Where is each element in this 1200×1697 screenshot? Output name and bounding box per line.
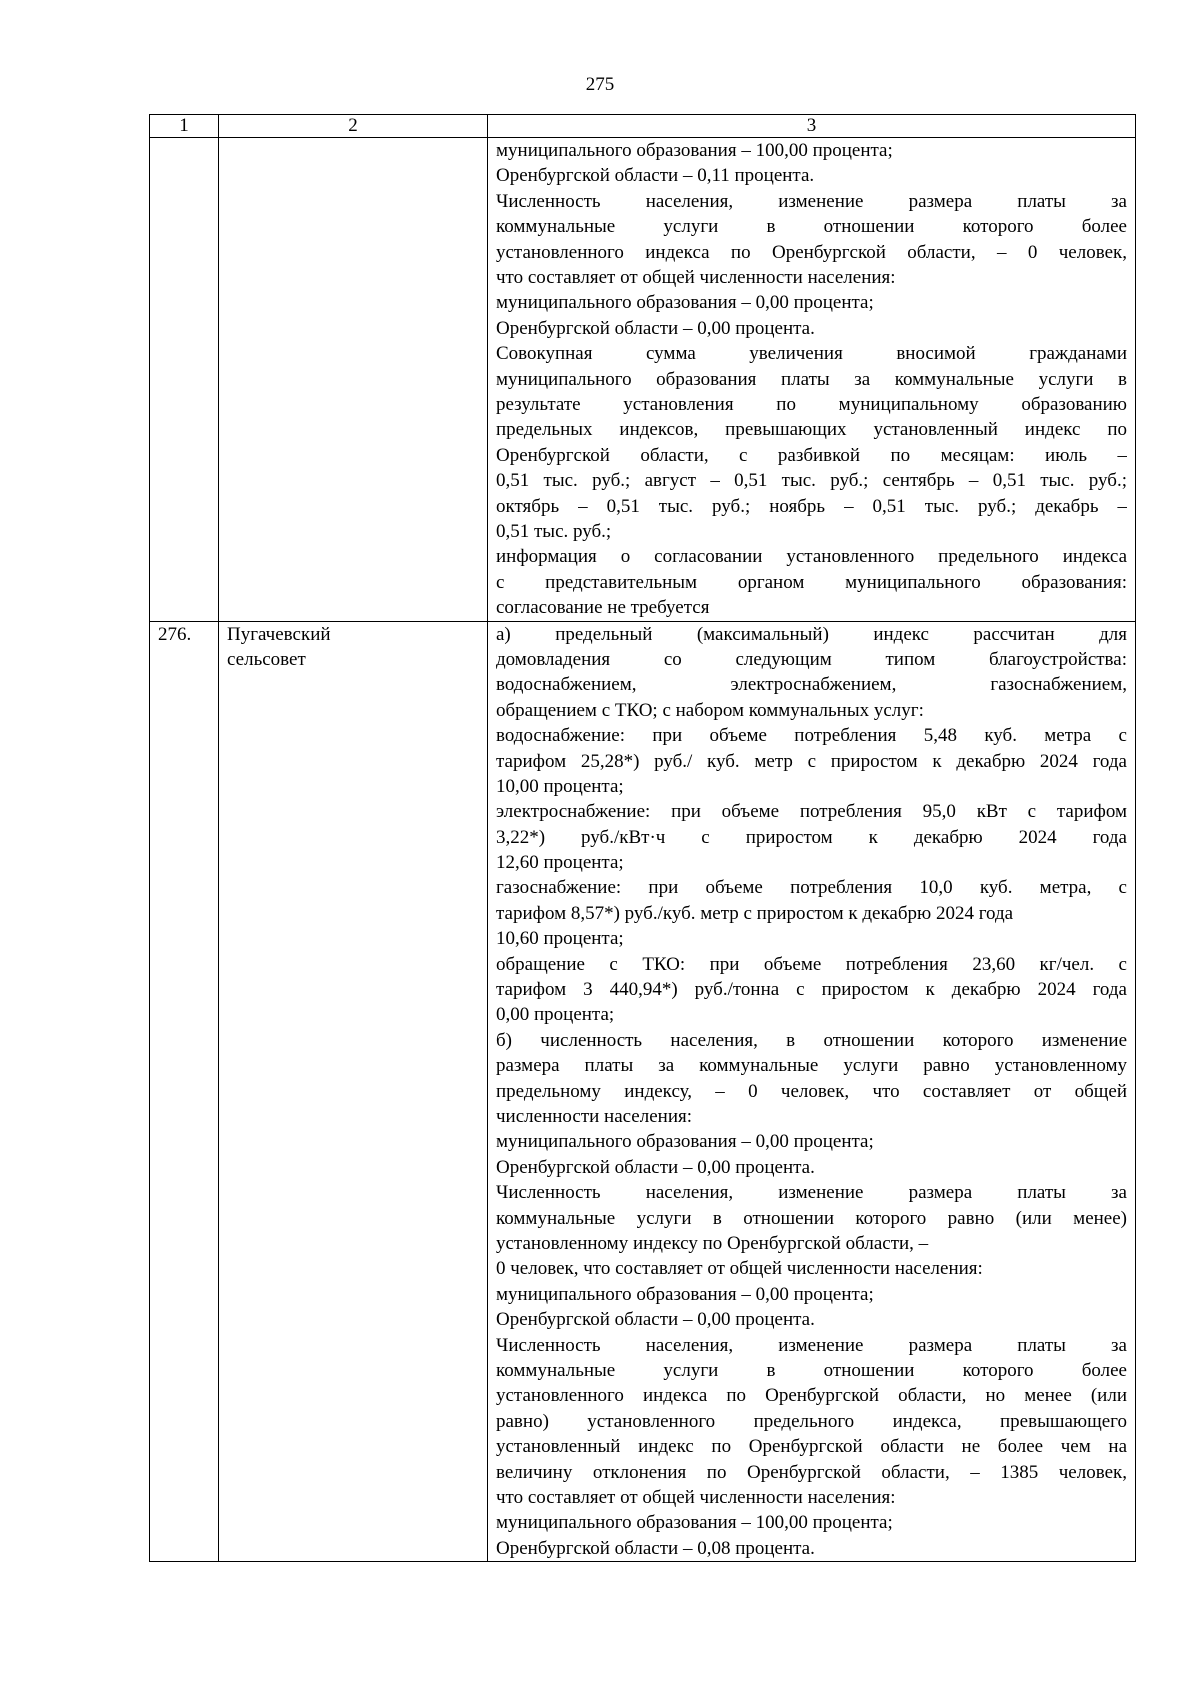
- text-line: 10,60 процента;: [496, 928, 624, 950]
- text-line: водоснабжение: при объеме потребления 5,48 куб. метра с: [496, 725, 1127, 747]
- text-line: Совокупная сумма увеличения вносимой гражданами: [496, 343, 1127, 365]
- description-cell: [488, 621, 1136, 1562]
- text-line: с представительным органом муниципального образования:: [496, 571, 1127, 593]
- text-line: коммунальные услуги в отношении которого равно (или менее): [496, 1207, 1127, 1229]
- text-line: согласование не требуется: [496, 597, 710, 619]
- text-line: установленному индексу по Оренбургской области, –: [496, 1233, 929, 1255]
- text-line: водоснабжением, электроснабжением, газоснабжением,: [496, 674, 1127, 696]
- text-line: Оренбургской области – 0,00 процента.: [496, 317, 815, 339]
- text-line: муниципального образования – 0,00 процента;: [496, 292, 874, 314]
- text-line: а) предельный (максимальный) индекс рассчитан для: [496, 623, 1127, 645]
- text-line: результате установления по муниципальному образованию: [496, 393, 1127, 415]
- text-line: размера платы за коммунальные услуги равно установленному: [496, 1055, 1127, 1077]
- text-line: Оренбургской области, с разбивкой по месяцам: июль –: [496, 444, 1127, 466]
- text-line: Оренбургской области – 0,08 процента.: [496, 1537, 815, 1559]
- text-line: 0,51 тыс. руб.;: [496, 520, 612, 542]
- text-line: информация о согласовании установленного предельного индекса: [496, 546, 1127, 568]
- text-line: 12,60 процента;: [496, 852, 624, 874]
- text-line: установленного индекса по Оренбургской области, но менее (или: [496, 1385, 1127, 1407]
- text-line: тарифом 3 440,94*) руб./тонна с приростом к декабрю 2024 года: [496, 979, 1127, 1001]
- municipality-name-line: Пугачевский: [227, 623, 331, 645]
- text-line: муниципального образования – 100,00 процента;: [496, 140, 893, 161]
- text-line: Численность населения, изменение размера платы за: [496, 190, 1127, 212]
- text-line: установленного индекса по Оренбургской области, – 0 человек,: [496, 241, 1127, 263]
- table-row: [150, 621, 1136, 1562]
- text-line: домовладения со следующим типом благоустройства:: [496, 648, 1127, 670]
- text-line: 0,00 процента;: [496, 1004, 615, 1026]
- text-line: величину отклонения по Оренбургской области, – 1385 человек,: [496, 1461, 1127, 1483]
- text-line: установленный индекс по Оренбургской области не более чем на: [496, 1436, 1127, 1458]
- column-header-3: 3: [488, 115, 1136, 138]
- municipality-name-cell: [219, 621, 488, 1562]
- text-line: равно) установленного предельного индекса, превышающего: [496, 1410, 1127, 1432]
- page-number: 275: [585, 74, 615, 95]
- text-line: муниципального образования – 0,00 процента;: [496, 1283, 874, 1305]
- text-line: 0,51 тыс. руб.; август – 0,51 тыс. руб.; сентябрь – 0,51 тыс. руб.;: [496, 470, 1127, 492]
- table-row: [150, 138, 1136, 622]
- document-table: [149, 114, 1136, 1562]
- description-cell: [488, 138, 1136, 622]
- table-body: [150, 138, 1136, 1562]
- text-line: что составляет от общей численности населения:: [496, 266, 896, 288]
- text-line: муниципального образования – 100,00 процента;: [496, 1512, 893, 1534]
- text-line: Оренбургской области – 0,00 процента.: [496, 1156, 815, 1178]
- text-line: октябрь – 0,51 тыс. руб.; ноябрь – 0,51 тыс. руб.; декабрь –: [496, 495, 1127, 517]
- row-number-cell: 276.: [150, 621, 219, 1562]
- text-line: обращением с ТКО; с набором коммунальных услуг:: [496, 699, 924, 721]
- text-line: б) численность населения, в отношении которого изменение: [496, 1029, 1127, 1051]
- municipality-name-cell: [219, 138, 488, 622]
- text-line: численности населения:: [496, 1106, 693, 1128]
- text-line: коммунальные услуги в отношении которого более: [496, 1360, 1127, 1382]
- text-line: обращение с ТКО: при объеме потребления 23,60 кг/чел. с: [496, 953, 1127, 975]
- text-line: тарифом 25,28*) руб./ куб. метр с приростом к декабрю 2024 года: [496, 750, 1127, 772]
- text-line: тарифом 8,57*) руб./куб. метр с приростом к декабрю 2024 года: [496, 902, 1014, 924]
- text-line: Оренбургской области – 0,11 процента.: [496, 165, 815, 187]
- text-line: Оренбургской области – 0,00 процента.: [496, 1309, 815, 1331]
- text-line: 3,22*) руб./кВт·ч с приростом к декабрю 2024 года: [496, 826, 1127, 848]
- text-line: 10,00 процента;: [496, 775, 624, 797]
- text-line: что составляет от общей численности населения:: [496, 1487, 896, 1509]
- municipality-name-line: сельсовет: [227, 648, 306, 670]
- text-line: газоснабжение: при объеме потребления 10,0 куб. метра, с: [496, 877, 1127, 899]
- text-line: электроснабжение: при объеме потребления 95,0 кВт с тарифом: [496, 801, 1127, 823]
- text-line: предельному индексу, – 0 человек, что составляет от общей: [496, 1080, 1127, 1102]
- text-line: муниципального образования платы за коммунальные услуги в: [496, 368, 1127, 390]
- column-header-2: 2: [219, 115, 488, 138]
- text-line: Численность населения, изменение размера платы за: [496, 1182, 1127, 1204]
- row-number-cell: [150, 138, 219, 622]
- table-header-row: [150, 115, 1136, 138]
- column-header-1: 1: [150, 115, 219, 138]
- text-line: коммунальные услуги в отношении которого более: [496, 216, 1127, 238]
- text-line: Численность населения, изменение размера платы за: [496, 1334, 1127, 1356]
- text-line: 0 человек, что составляет от общей численности населения:: [496, 1258, 983, 1280]
- text-line: предельных индексов, превышающих установленный индекс по: [496, 419, 1127, 441]
- text-line: муниципального образования – 0,00 процента;: [496, 1131, 874, 1153]
